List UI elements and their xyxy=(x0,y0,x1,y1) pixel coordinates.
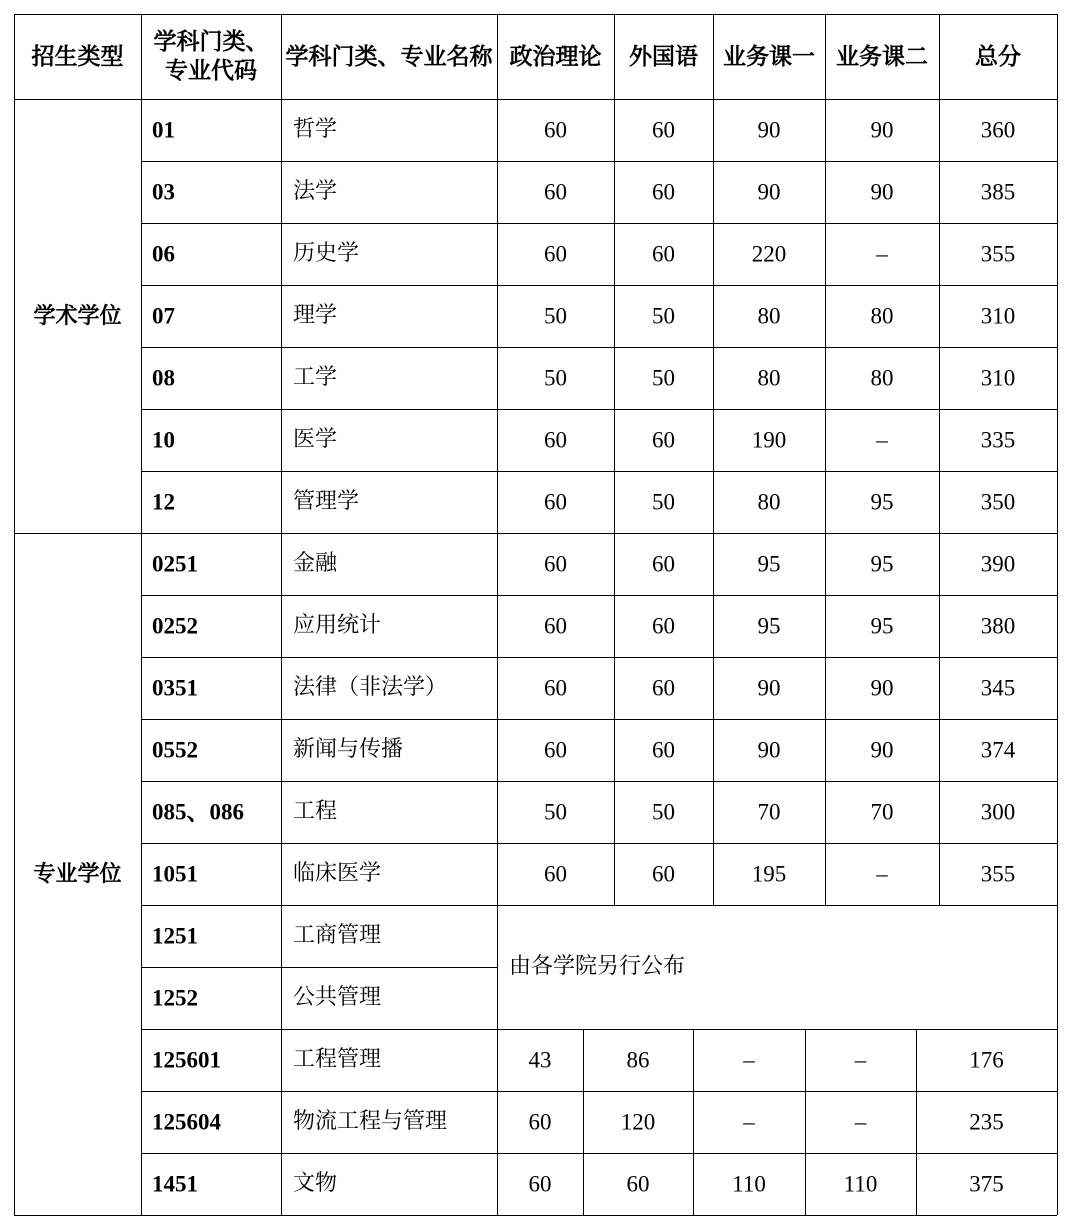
grid-line xyxy=(14,14,15,1215)
score-cell: 360 xyxy=(980,117,1016,143)
score-cell: 220 xyxy=(751,241,787,267)
grid-line xyxy=(939,99,940,161)
score-cell: 355 xyxy=(980,861,1016,887)
grid-line xyxy=(939,719,940,781)
score-cell: 60 xyxy=(652,551,675,577)
row-code: 125604 xyxy=(152,1109,221,1135)
row-code: 03 xyxy=(152,179,175,205)
row-code: 1051 xyxy=(152,861,198,887)
grid-line xyxy=(614,14,615,99)
grid-line xyxy=(141,1153,1057,1154)
grid-line xyxy=(825,347,826,409)
grid-line xyxy=(713,285,714,347)
row-name: 新闻与传播 xyxy=(293,737,404,762)
score-cell: 60 xyxy=(652,241,675,267)
score-cell: 385 xyxy=(980,179,1016,205)
row-name: 法学 xyxy=(293,179,338,204)
grid-line xyxy=(14,14,1057,15)
grid-line xyxy=(939,781,940,843)
score-cell: 60 xyxy=(544,241,567,267)
row-name: 工程 xyxy=(293,799,338,824)
score-cell: 310 xyxy=(980,365,1016,391)
score-cell: 110 xyxy=(843,1171,878,1197)
score-cell: 70 xyxy=(870,799,894,825)
score-cell: 43 xyxy=(528,1047,552,1073)
score-cell: 95 xyxy=(757,613,781,639)
score-cell: 90 xyxy=(757,117,781,143)
grid-line xyxy=(805,1153,806,1215)
header-code-line: 专业代码 xyxy=(165,57,257,85)
grid-line xyxy=(141,1091,1057,1092)
score-cell: 50 xyxy=(652,303,675,329)
grid-line xyxy=(614,595,615,657)
grid-line xyxy=(141,843,1057,844)
grid-line xyxy=(614,719,615,781)
score-cell: 95 xyxy=(870,551,894,577)
score-cell: 90 xyxy=(870,675,894,701)
score-cell: – xyxy=(876,861,888,887)
grid-line xyxy=(713,471,714,533)
grid-line xyxy=(614,657,615,719)
grid-line xyxy=(141,967,497,968)
grid-line xyxy=(939,14,940,99)
grid-line xyxy=(939,347,940,409)
grid-line xyxy=(713,843,714,905)
grid-line xyxy=(916,1029,917,1091)
row-code: 1251 xyxy=(152,923,198,949)
score-cell: 80 xyxy=(870,365,894,391)
header-cell: 业务课一 xyxy=(723,42,815,70)
row-code: 0252 xyxy=(152,613,198,639)
row-code: 10 xyxy=(152,427,175,453)
grid-line xyxy=(939,223,940,285)
grid-line xyxy=(141,347,1057,348)
grid-line xyxy=(141,471,1057,472)
score-cell: 90 xyxy=(870,737,894,763)
grid-line xyxy=(141,14,142,99)
score-cell: 50 xyxy=(652,365,675,391)
grid-line xyxy=(614,781,615,843)
grid-line xyxy=(583,1153,584,1215)
score-cell: 300 xyxy=(980,799,1016,825)
score-cell: 80 xyxy=(757,303,781,329)
grid-line xyxy=(614,99,615,161)
grid-line xyxy=(713,533,714,595)
row-code: 0251 xyxy=(152,551,198,577)
row-name: 文物 xyxy=(293,1171,338,1196)
header-cell: 外国语 xyxy=(629,42,698,70)
grid-line xyxy=(614,843,615,905)
grid-line xyxy=(713,347,714,409)
grid-line xyxy=(825,843,826,905)
grid-line xyxy=(141,719,1057,720)
row-code: 0351 xyxy=(152,675,198,701)
row-name: 应用统计 xyxy=(293,613,382,638)
grid-line xyxy=(141,657,1057,658)
header-cell: 业务课二 xyxy=(836,42,928,70)
row-name: 工程管理 xyxy=(293,1047,382,1072)
score-cell: – xyxy=(854,1047,867,1073)
grid-line xyxy=(939,595,940,657)
grid-line xyxy=(14,99,1057,100)
score-cell: 374 xyxy=(980,737,1016,763)
score-cell: 80 xyxy=(870,303,894,329)
grid-line xyxy=(825,161,826,223)
header-cell: 总分 xyxy=(975,42,1021,70)
grid-line xyxy=(825,781,826,843)
grid-line xyxy=(614,471,615,533)
score-cell: 235 xyxy=(969,1109,1004,1135)
score-cell: 90 xyxy=(757,737,781,763)
row-code: 01 xyxy=(152,117,175,143)
grid-line xyxy=(14,1215,1057,1216)
row-name: 医学 xyxy=(293,427,338,452)
score-cell: – xyxy=(743,1047,755,1073)
score-cell: 60 xyxy=(544,675,567,701)
grid-line xyxy=(825,14,826,99)
grid-line xyxy=(614,223,615,285)
score-cell: 90 xyxy=(870,117,894,143)
score-cell: 60 xyxy=(626,1171,650,1197)
row-code: 1451 xyxy=(152,1171,198,1197)
row-code: 085、086 xyxy=(152,799,244,825)
score-cell: 80 xyxy=(757,365,781,391)
score-cell: 60 xyxy=(544,861,567,887)
score-cell: 60 xyxy=(544,613,567,639)
score-cell: 335 xyxy=(980,427,1016,453)
score-cell: 50 xyxy=(544,365,567,391)
row-name: 历史学 xyxy=(293,241,360,266)
score-cell: 50 xyxy=(544,799,567,825)
score-cell: 80 xyxy=(757,489,781,515)
grid-line xyxy=(825,657,826,719)
score-cell: 95 xyxy=(757,551,781,577)
row-name: 工学 xyxy=(293,365,338,390)
grid-line xyxy=(825,533,826,595)
grid-line xyxy=(693,1029,694,1091)
grid-line xyxy=(713,161,714,223)
row-name: 物流工程与管理 xyxy=(293,1109,448,1134)
grid-line xyxy=(825,223,826,285)
row-code: 12 xyxy=(152,489,175,515)
score-cell: 60 xyxy=(544,551,567,577)
grid-line xyxy=(614,285,615,347)
grid-line xyxy=(939,161,940,223)
grid-line xyxy=(693,1153,694,1215)
row-name: 工商管理 xyxy=(293,923,382,948)
grid-line xyxy=(825,99,826,161)
grid-line xyxy=(713,14,714,99)
row-name: 金融 xyxy=(293,551,338,576)
score-cell: 60 xyxy=(652,613,675,639)
grid-line xyxy=(713,223,714,285)
score-cell: 355 xyxy=(980,241,1016,267)
score-cell: 60 xyxy=(528,1109,552,1135)
score-cell: 195 xyxy=(751,861,787,887)
row-name: 管理学 xyxy=(293,489,360,514)
grid-line xyxy=(614,409,615,471)
grid-line xyxy=(713,595,714,657)
score-cell: 90 xyxy=(757,675,781,701)
score-cell: 176 xyxy=(969,1047,1004,1073)
score-cell: 350 xyxy=(980,489,1016,515)
grid-line xyxy=(713,409,714,471)
score-cell: 50 xyxy=(652,489,675,515)
score-cell: 120 xyxy=(620,1109,656,1135)
row-name: 临床医学 xyxy=(293,861,382,886)
score-cell: 310 xyxy=(980,303,1016,329)
score-cell: 50 xyxy=(544,303,567,329)
grid-line xyxy=(614,161,615,223)
score-cell: 60 xyxy=(652,179,675,205)
grid-line xyxy=(825,595,826,657)
score-cell: – xyxy=(876,427,888,453)
grid-line xyxy=(825,285,826,347)
grid-line xyxy=(141,1029,1057,1030)
header-code xyxy=(154,27,269,87)
score-cell: 95 xyxy=(870,489,894,515)
score-cell: 375 xyxy=(969,1171,1004,1197)
grid-line xyxy=(141,533,1057,534)
grid-line xyxy=(141,285,1057,286)
header-cell: 政治理论 xyxy=(509,42,602,70)
row-code: 1252 xyxy=(152,985,198,1011)
grid-line xyxy=(693,1091,694,1153)
score-cell: 60 xyxy=(544,737,567,763)
row-name: 公共管理 xyxy=(293,985,382,1010)
score-cell: – xyxy=(854,1109,867,1135)
row-code: 0552 xyxy=(152,737,198,763)
grid-line xyxy=(14,533,141,534)
score-cell: 60 xyxy=(652,861,675,887)
score-cell: 380 xyxy=(980,613,1016,639)
score-cell: 60 xyxy=(528,1171,552,1197)
grid-line xyxy=(916,1153,917,1215)
grid-line xyxy=(916,1091,917,1153)
group-label: 专业学位 xyxy=(33,861,122,887)
row-code: 06 xyxy=(152,241,175,267)
score-cell: 60 xyxy=(544,179,567,205)
score-cell: 60 xyxy=(652,675,675,701)
grid-line xyxy=(713,657,714,719)
grid-line xyxy=(825,471,826,533)
score-cell: 60 xyxy=(544,489,567,515)
grid-line xyxy=(583,1029,584,1091)
grid-line xyxy=(939,843,940,905)
grid-line xyxy=(497,14,498,99)
score-cell: 90 xyxy=(757,179,781,205)
score-cell: 70 xyxy=(757,799,781,825)
grid-line xyxy=(713,99,714,161)
grid-line xyxy=(614,347,615,409)
row-code: 07 xyxy=(152,303,175,329)
score-cell: 86 xyxy=(626,1047,650,1073)
grid-line xyxy=(939,657,940,719)
grid-line xyxy=(825,409,826,471)
score-cell: 60 xyxy=(652,737,675,763)
header-cell: 招生类型 xyxy=(31,42,124,70)
grid-line xyxy=(825,719,826,781)
grid-line xyxy=(939,471,940,533)
score-cell: 50 xyxy=(652,799,675,825)
row-code: 125601 xyxy=(152,1047,221,1073)
score-table xyxy=(14,14,1057,1215)
row-name: 理学 xyxy=(293,303,338,328)
score-cell: 60 xyxy=(544,427,567,453)
grid-line xyxy=(141,781,1057,782)
score-cell: 390 xyxy=(980,551,1016,577)
header-cell: 学科门类、专业名称 xyxy=(285,42,493,70)
row-name: 法律（非法学） xyxy=(293,675,448,700)
grid-line xyxy=(805,1029,806,1091)
score-cell: 345 xyxy=(980,675,1016,701)
grid-line xyxy=(141,595,1057,596)
group-label: 学术学位 xyxy=(33,303,122,329)
score-cell: 60 xyxy=(544,117,567,143)
grid-line xyxy=(713,781,714,843)
grid-line xyxy=(939,533,940,595)
grid-line xyxy=(713,719,714,781)
score-cell: – xyxy=(743,1109,755,1135)
score-cell: 110 xyxy=(732,1171,766,1197)
row-name: 哲学 xyxy=(293,117,338,142)
grid-line xyxy=(141,161,1057,162)
grid-line xyxy=(939,285,940,347)
row-code: 08 xyxy=(152,365,175,391)
grid-line xyxy=(1057,14,1058,1215)
grid-line xyxy=(939,409,940,471)
score-cell: 190 xyxy=(751,427,787,453)
grid-line xyxy=(141,223,1057,224)
score-cell: 60 xyxy=(652,427,675,453)
score-cell: 90 xyxy=(870,179,894,205)
grid-line xyxy=(141,905,1057,906)
grid-line xyxy=(141,409,1057,410)
header-code-line: 学科门类、 xyxy=(153,27,269,55)
score-cell: – xyxy=(876,241,888,267)
grid-line xyxy=(805,1091,806,1153)
grid-line xyxy=(281,14,282,99)
score-cell: 95 xyxy=(870,613,894,639)
grid-line xyxy=(614,533,615,595)
merged-note: 由各学院另行公布 xyxy=(509,954,686,979)
score-cell: 60 xyxy=(652,117,675,143)
grid-line xyxy=(583,1091,584,1153)
